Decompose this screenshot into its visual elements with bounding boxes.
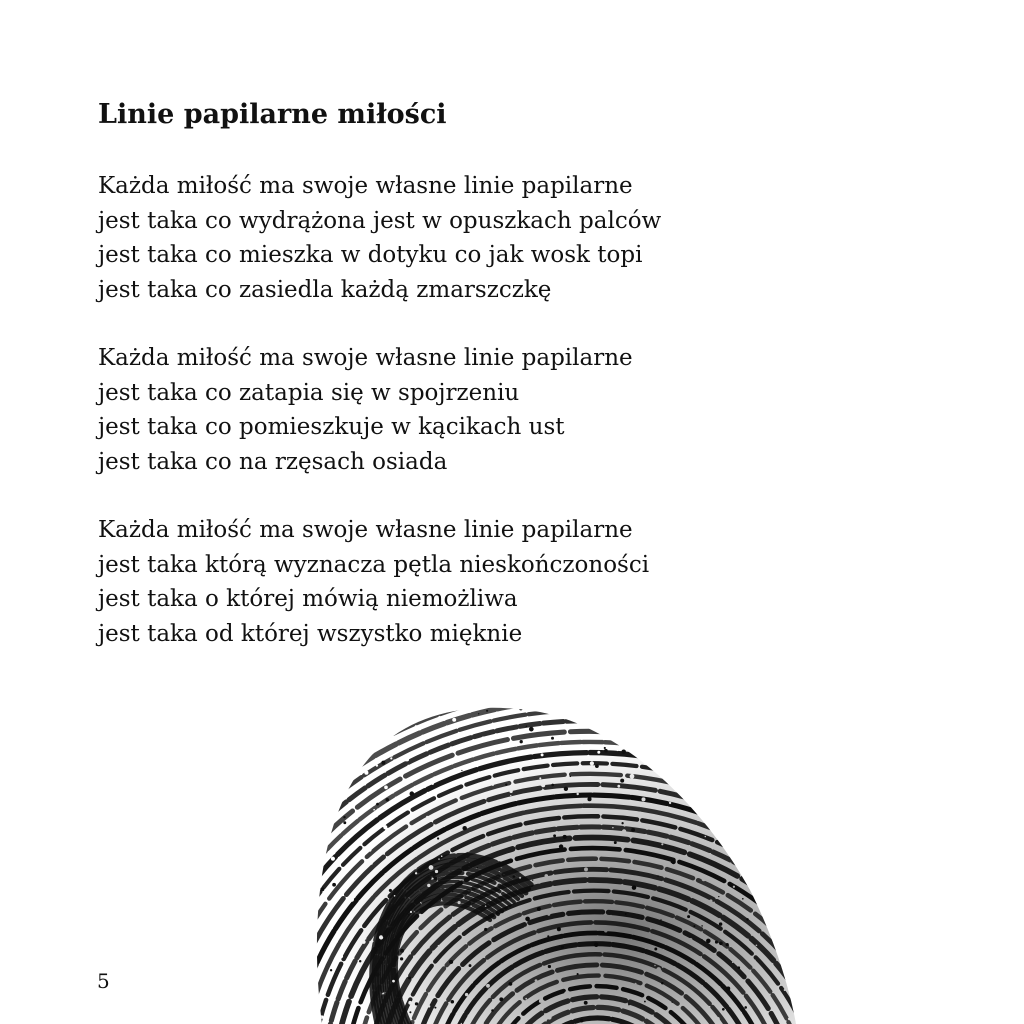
stanza-1 [98, 169, 661, 307]
stanza-2 [98, 341, 633, 479]
poem-line: Każda miłość ma swoje własne linie papilarne [98, 517, 633, 543]
poem-line: jest taka co na rzęsach osiada [98, 448, 448, 475]
poem-line: Każda miłość ma swoje własne linie papilarne [98, 345, 633, 371]
stanza-3 [98, 513, 649, 651]
poem-line: jest taka co zasiedla każdą zmarszczkę [98, 276, 552, 303]
poem-line: jest taka co wydrążona jest w opuszkach palców [98, 207, 662, 234]
poem-line: jest taka od której wszystko mięknie [98, 620, 523, 647]
page-number: 5 [97, 969, 110, 993]
poem-line: jest taka którą wyznacza pętla nieskończoności [98, 551, 650, 578]
poem-title: Linie papilarne miłości [98, 99, 447, 130]
poem-line: jest taka co mieszka w dotyku co jak wosk topi [98, 242, 643, 268]
poem-line: jest taka co pomieszkuje w kącikach ust [98, 414, 565, 440]
poem-line: Każda miłość ma swoje własne linie papilarne [98, 173, 633, 199]
fingerprint-icon [300, 690, 820, 1024]
poem-line: jest taka o której mówią niemożliwa [98, 586, 518, 612]
poem-line: jest taka co zatapia się w spojrzeniu [98, 379, 520, 406]
